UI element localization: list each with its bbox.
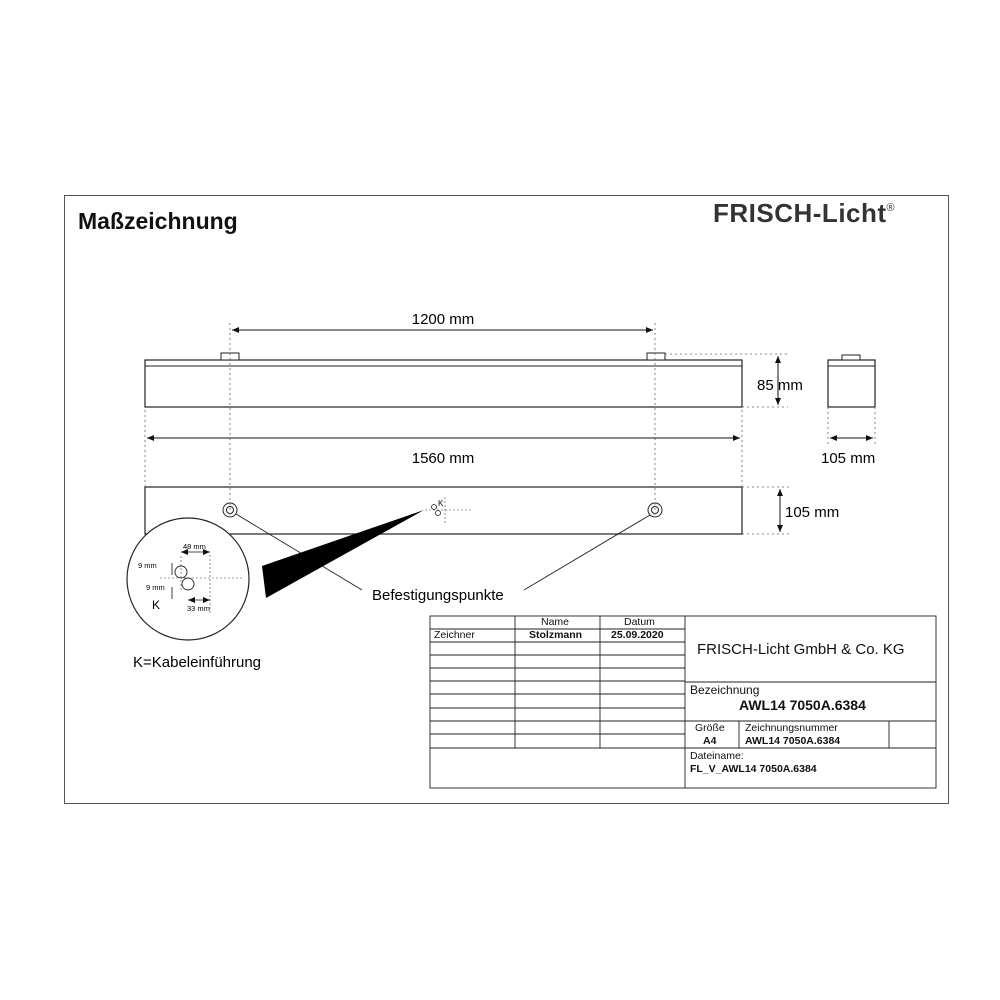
- dim-85: 85 mm: [757, 377, 803, 394]
- tb-drawing-no-label: Zeichnungsnummer: [745, 722, 838, 734]
- detail-dim-9-bottom: 9 mm: [146, 583, 165, 592]
- page-title: Maßzeichnung: [78, 208, 238, 234]
- tb-drawing-no-value: AWL14 7050A.6384: [745, 735, 841, 747]
- dim-1560: 1560 mm: [411, 450, 475, 467]
- dim-105-plan: 105 mm: [785, 504, 840, 521]
- tb-filename-value: FL_V_AWL14 7050A.6384: [690, 763, 817, 775]
- dim-1200: 1200 mm: [411, 311, 475, 328]
- brand-name: FRISCH-Licht: [713, 198, 887, 228]
- detail-dim-33: 33 mm: [187, 604, 210, 613]
- tb-size-label: Größe: [695, 722, 725, 734]
- end-view: [828, 355, 875, 407]
- detail-view: [127, 518, 249, 640]
- tb-designation-label: Bezeichnung: [690, 683, 760, 697]
- tb-col-name: Name: [541, 616, 570, 628]
- tb-drawer-date: 25.09.2020: [611, 629, 664, 641]
- detail-dim-48: 48 mm: [183, 542, 206, 551]
- tb-size-value: A4: [703, 735, 717, 747]
- tb-row-drawer: Zeichner: [434, 629, 475, 641]
- registered-mark: ®: [886, 202, 896, 214]
- legend-cable-entry: K=Kabeleinführung: [133, 654, 262, 671]
- dim-105-end: 105 mm: [821, 450, 876, 467]
- tb-drawer-name: Stolzmann: [529, 629, 583, 641]
- detail-label-k: K: [152, 598, 161, 612]
- tb-col-date: Datum: [624, 616, 655, 628]
- detail-dim-9-top: 9 mm: [138, 561, 157, 570]
- tb-filename-label: Dateiname:: [690, 750, 744, 762]
- front-view: [145, 353, 742, 407]
- mounting-points-label: Befestigungspunkte: [372, 587, 504, 604]
- cable-entry-k-small: K: [438, 499, 444, 508]
- tb-company: FRISCH-Licht GmbH & Co. KG: [697, 641, 905, 658]
- plan-view: [145, 487, 742, 534]
- tb-designation-value: AWL14 7050A.6384: [739, 697, 866, 713]
